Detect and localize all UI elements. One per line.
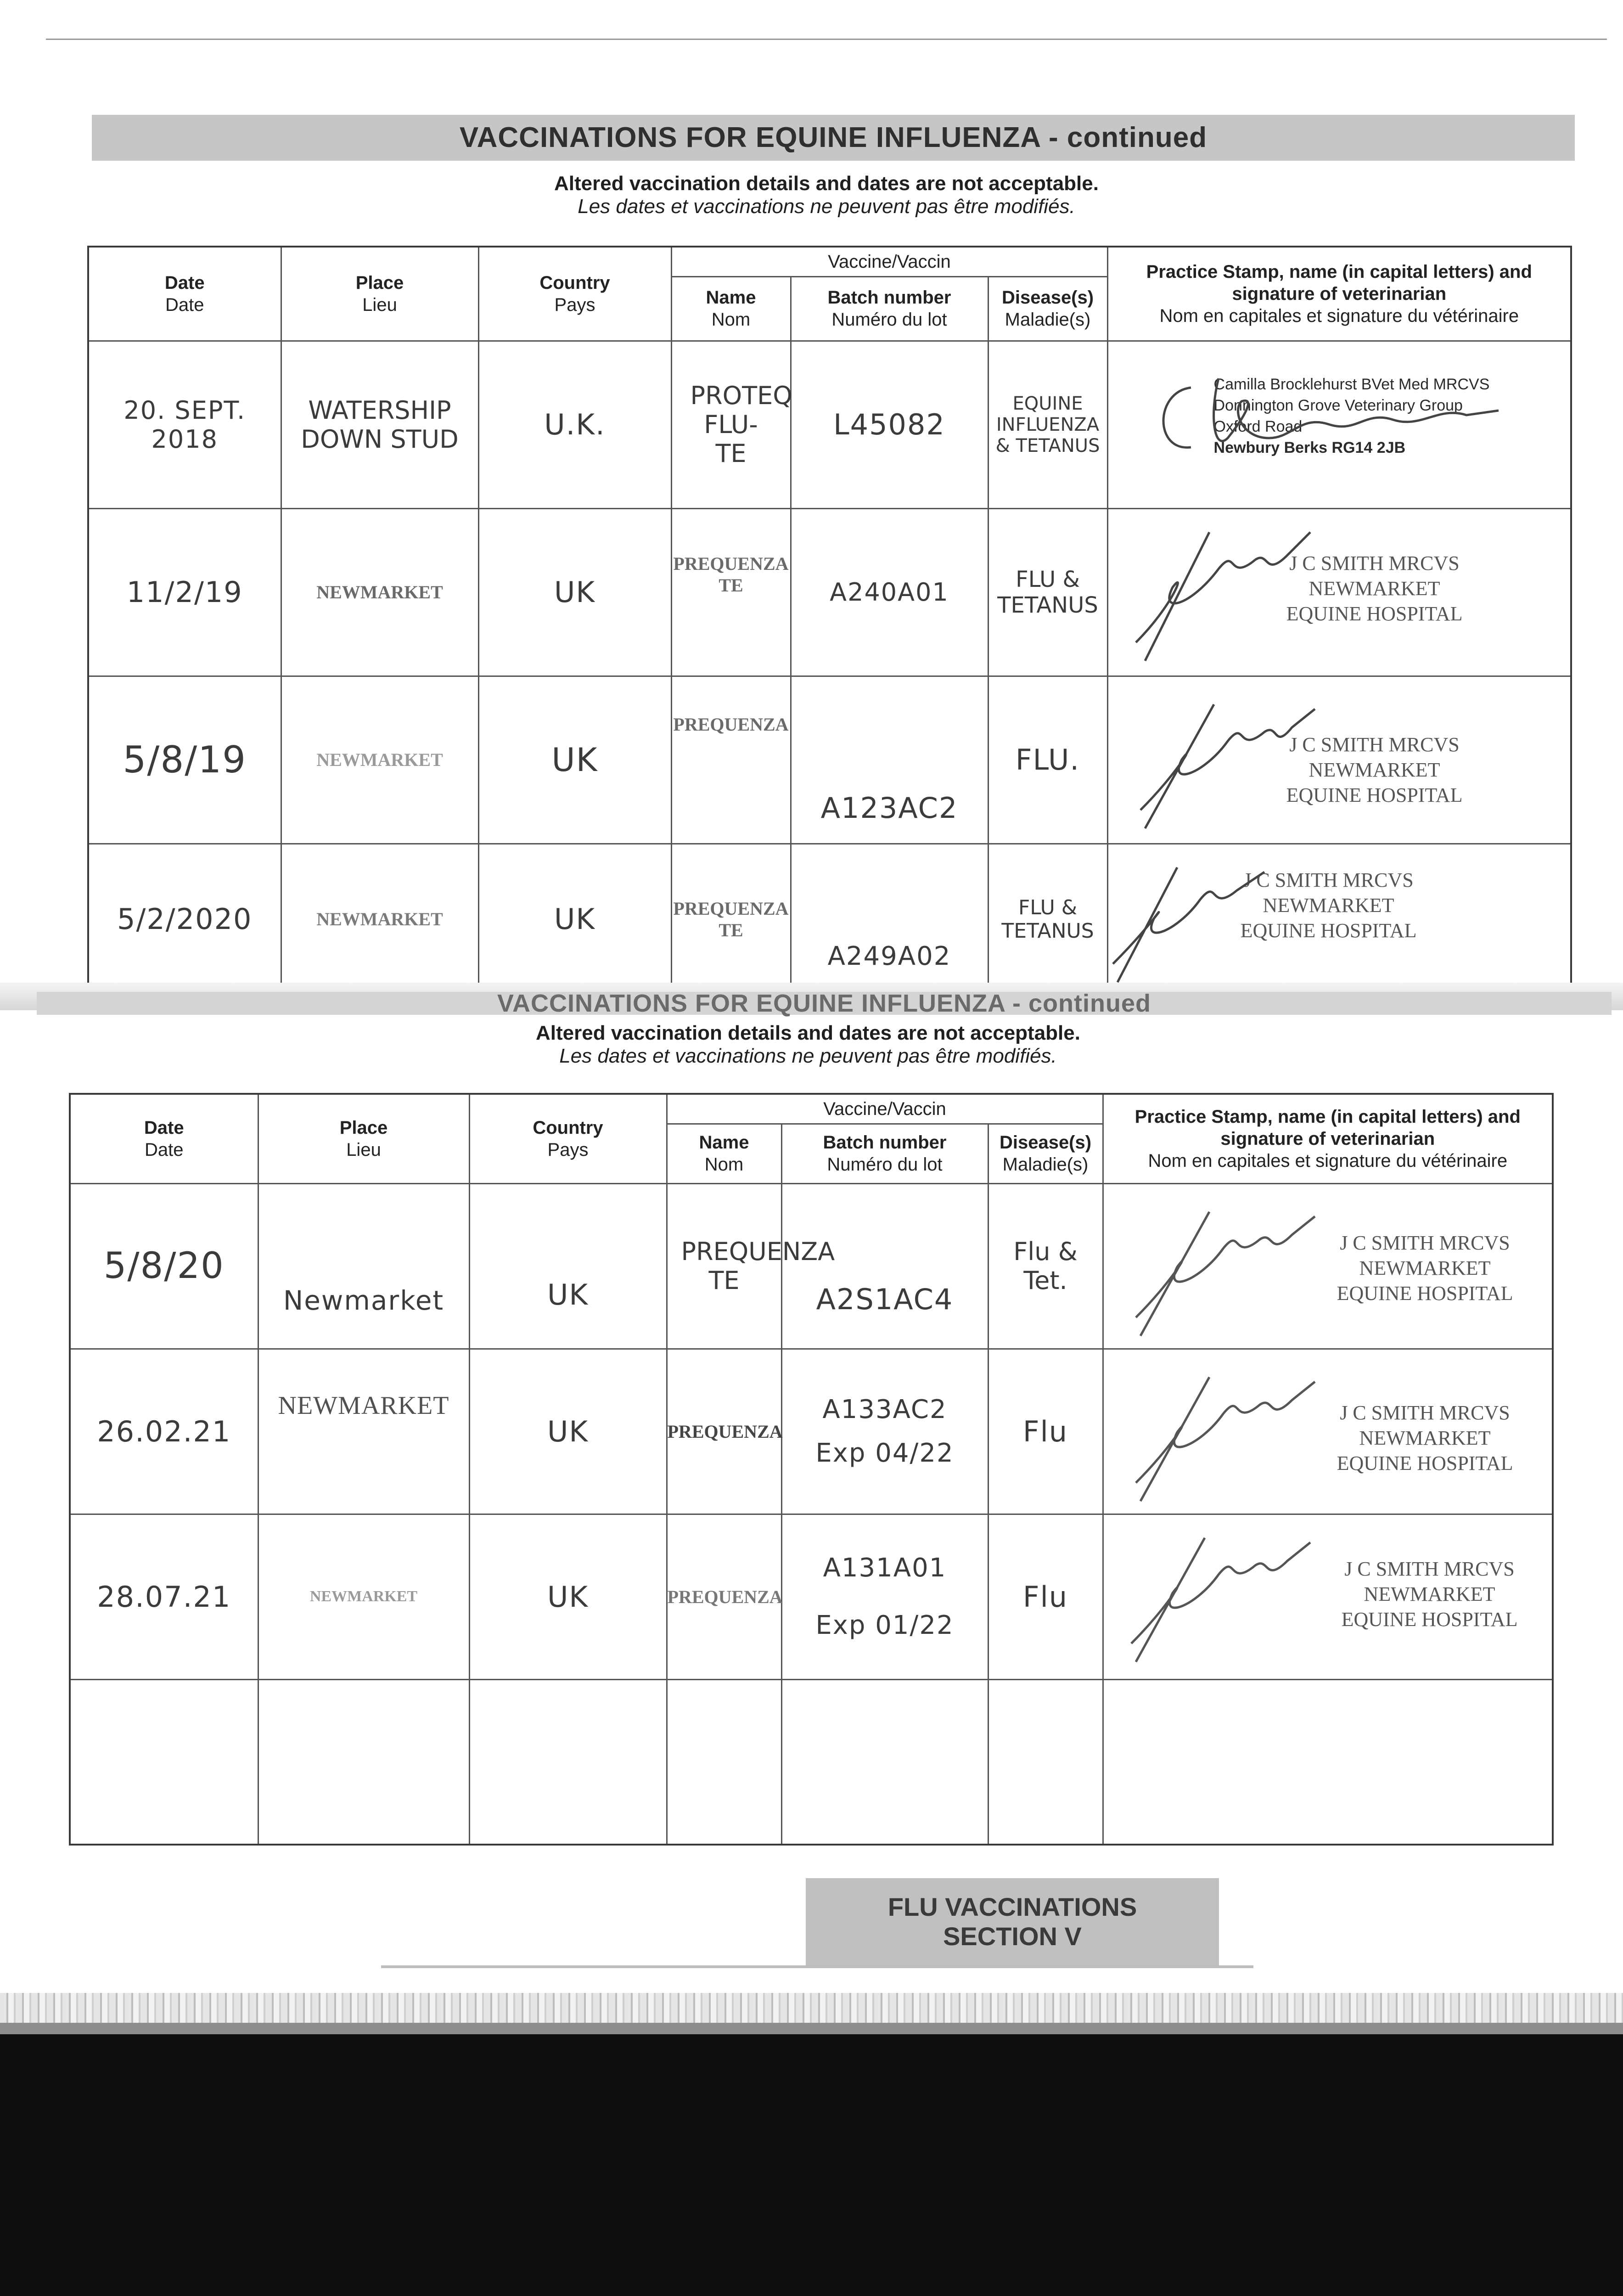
card2-banner: VACCINATIONS FOR EQUINE INFLUENZA - continued xyxy=(37,992,1612,1015)
batch-expiry: Exp 01/22 xyxy=(815,1610,954,1640)
card1-notice xyxy=(275,172,1377,218)
section-title: FLU VACCINATIONS xyxy=(887,1892,1137,1921)
cell-date: 11/2/19 xyxy=(88,508,281,676)
cell-stamp xyxy=(1107,676,1571,844)
scan-top-line xyxy=(46,39,1607,40)
cell-disease: Flu & Tet. xyxy=(988,1183,1103,1349)
cell-empty xyxy=(469,1679,667,1845)
cell-batch: A240A01 xyxy=(791,508,988,676)
header-stamp: Practice Stamp, name (in capital letters) and signature of veterinarian Nom en capitales et signature du vétérinaire xyxy=(1103,1094,1553,1183)
stamp-line: EQUINE HOSPITAL xyxy=(1286,602,1463,625)
cell-date: 26.02.21 xyxy=(70,1349,258,1514)
header-vaccine: Vaccine/Vaccin xyxy=(667,1094,1103,1124)
header-stamp: Practice Stamp, name (in capital letters) and signature of veterinarian Nom en capitales et signature du vétérinaire xyxy=(1107,247,1571,341)
stamp-line: J C SMITH MRCVS xyxy=(1340,1231,1510,1254)
cell-country: U.K. xyxy=(478,341,671,508)
cell-stamp xyxy=(1103,1514,1553,1679)
cell-stamp xyxy=(1103,1183,1553,1349)
cell-batch xyxy=(781,1514,988,1679)
stamp-line: Newbury Berks RG14 2JB xyxy=(1213,439,1406,456)
cell-vaccine-name: PREQUENZA xyxy=(667,1349,781,1514)
table-row xyxy=(70,1514,1553,1679)
table-row xyxy=(88,508,1571,676)
signature xyxy=(1136,360,1512,470)
cell-disease: FLU & TETANUS xyxy=(988,508,1107,676)
stamp-line: NEWMARKET xyxy=(1359,1426,1491,1449)
cell-date: 5/8/19 xyxy=(88,676,281,844)
header-vaccine: Vaccine/Vaccin xyxy=(671,247,1107,276)
stamp-line: EQUINE HOSPITAL xyxy=(1286,783,1463,806)
header-place: Place Lieu xyxy=(281,247,478,341)
card1-table xyxy=(87,246,1572,996)
cell-place: NEWMARKET xyxy=(258,1349,469,1514)
stamp-line: J C SMITH MRCVS xyxy=(1344,1557,1515,1580)
section-subtitle: SECTION V xyxy=(943,1922,1082,1951)
signature xyxy=(1118,1359,1338,1510)
header-disease: Disease(s) Maladie(s) xyxy=(988,276,1107,341)
card1-notice-fr: Les dates et vaccinations ne peuvent pas être modifiés. xyxy=(578,195,1075,218)
card2-notice-fr: Les dates et vaccinations ne peuvent pas être modifiés. xyxy=(559,1045,1057,1067)
signature xyxy=(1127,686,1338,838)
header-date: Date Date xyxy=(70,1094,258,1183)
cell-batch: A2S1AC4 xyxy=(781,1183,988,1349)
stamp-line: NEWMARKET xyxy=(1309,758,1440,781)
batch-number: A133AC2 xyxy=(822,1395,947,1424)
cell-stamp xyxy=(1107,844,1571,995)
batch-number: A131A01 xyxy=(823,1553,947,1583)
card2-notice xyxy=(257,1022,1359,1068)
header-name: Name Nom xyxy=(667,1124,781,1183)
cell-stamp xyxy=(1107,508,1571,676)
cell-country: UK xyxy=(478,676,671,844)
header-place: Place Lieu xyxy=(258,1094,469,1183)
header-name: Name Nom xyxy=(671,276,791,341)
stamp-line: EQUINE HOSPITAL xyxy=(1337,1282,1513,1305)
signature xyxy=(1118,514,1347,670)
card1-banner: VACCINATIONS FOR EQUINE INFLUENZA - continued xyxy=(92,115,1575,161)
cell-disease: Flu xyxy=(988,1349,1103,1514)
cell-empty xyxy=(781,1679,988,1845)
cell-batch: L45082 xyxy=(791,341,988,508)
stamp-line: EQUINE HOSPITAL xyxy=(1341,1608,1518,1631)
cell-country: UK xyxy=(469,1349,667,1514)
table-row-empty xyxy=(70,1679,1553,1845)
cell-place: NEWMARKET xyxy=(281,508,478,676)
stamp-line: Donnington Grove Veterinary Group xyxy=(1213,396,1463,414)
cell-disease: EQUINE INFLUENZA & TETANUS xyxy=(988,341,1107,508)
cell-vaccine-name: PREQUENZA xyxy=(671,676,791,844)
stamp-line: NEWMARKET xyxy=(1263,894,1394,917)
header-date: Date Date xyxy=(88,247,281,341)
cell-empty xyxy=(988,1679,1103,1845)
cell-batch: A249A02 xyxy=(791,844,988,995)
card2-table xyxy=(69,1093,1554,1846)
cell-place: NEWMARKET xyxy=(281,676,478,844)
cell-disease: FLU. xyxy=(988,676,1107,844)
cell-disease: FLU & TETANUS xyxy=(988,844,1107,995)
header-batch: Batch number Numéro du lot xyxy=(781,1124,988,1183)
signature xyxy=(1113,1519,1333,1671)
cell-empty xyxy=(1103,1679,1553,1845)
cell-place: WATERSHIP DOWN STUD xyxy=(281,341,478,508)
stamp-line: NEWMARKET xyxy=(1359,1256,1491,1279)
cell-stamp xyxy=(1103,1349,1553,1514)
table-row xyxy=(88,341,1571,508)
header-country: Country Pays xyxy=(469,1094,667,1183)
stamp-line: J C SMITH MRCVS xyxy=(1340,1401,1510,1424)
cell-country: UK xyxy=(478,508,671,676)
header-disease: Disease(s) Maladie(s) xyxy=(988,1124,1103,1183)
cell-country: UK xyxy=(478,844,671,995)
cell-date: 5/8/20 xyxy=(70,1183,258,1349)
cell-place: Newmarket xyxy=(258,1183,469,1349)
table-row xyxy=(70,1183,1553,1349)
section-label xyxy=(806,1878,1219,1965)
cell-empty xyxy=(70,1679,258,1845)
table-row xyxy=(88,676,1571,844)
signature xyxy=(1108,849,1292,987)
cell-country: UK xyxy=(469,1183,667,1349)
stamp-line: EQUINE HOSPITAL xyxy=(1337,1452,1513,1474)
stamp-line: Oxford Road xyxy=(1213,417,1303,435)
cell-batch xyxy=(781,1349,988,1514)
stamp-line: EQUINE HOSPITAL xyxy=(1240,919,1417,942)
cell-disease: Flu xyxy=(988,1514,1103,1679)
stamp-line: J C SMITH MRCVS xyxy=(1289,733,1460,756)
table-row xyxy=(88,844,1571,995)
cell-vaccine-name: PROTEQ FLU- TE xyxy=(671,341,791,508)
cell-vaccine-name: PREQUENZA TE xyxy=(671,508,791,676)
cell-empty xyxy=(258,1679,469,1845)
table-row xyxy=(70,1349,1553,1514)
cell-empty xyxy=(667,1679,781,1845)
scan-black-border xyxy=(0,2034,1623,2296)
cell-batch: A123AC2 xyxy=(791,676,988,844)
stamp-line: J C SMITH MRCVS xyxy=(1243,868,1414,891)
cell-vaccine-name: PREQUENZA TE xyxy=(667,1183,781,1349)
cell-place: NEWMARKET xyxy=(281,844,478,995)
cell-stamp xyxy=(1107,341,1571,508)
card1-notice-en: Altered vaccination details and dates are not acceptable. xyxy=(554,172,1099,195)
cell-date: 28.07.21 xyxy=(70,1514,258,1679)
header-batch: Batch number Numéro du lot xyxy=(791,276,988,341)
card2-notice-en: Altered vaccination details and dates are not acceptable. xyxy=(536,1022,1080,1044)
cell-country: UK xyxy=(469,1514,667,1679)
cell-date: 5/2/2020 xyxy=(88,844,281,995)
cell-vaccine-name: PREQUENZA xyxy=(667,1514,781,1679)
stamp-line: NEWMARKET xyxy=(1364,1582,1495,1605)
section-underline xyxy=(381,1965,1253,1968)
signature xyxy=(1118,1193,1338,1345)
stamp-line: J C SMITH MRCVS xyxy=(1289,551,1460,574)
cell-place: NEWMARKET xyxy=(258,1514,469,1679)
cell-vaccine-name: PREQUENZA TE xyxy=(671,844,791,995)
stamp-line: Camilla Brocklehurst BVet Med MRCVS xyxy=(1213,375,1490,393)
batch-expiry: Exp 04/22 xyxy=(815,1438,954,1468)
cell-date: 20. SEPT. 2018 xyxy=(88,341,281,508)
header-country: Country Pays xyxy=(478,247,671,341)
stamp-line: NEWMARKET xyxy=(1309,577,1440,600)
